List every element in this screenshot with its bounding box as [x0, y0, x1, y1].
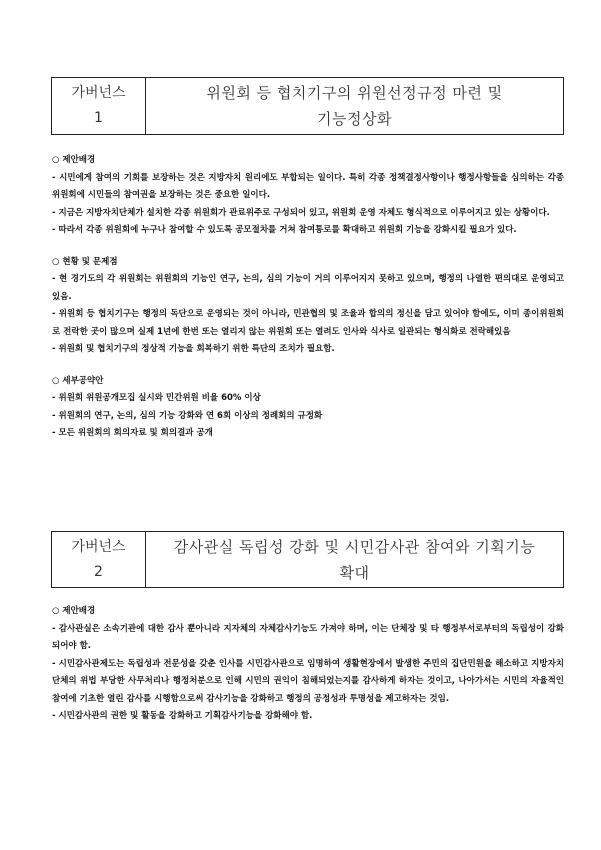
item2-title-line1: 감사관실 독립성 강화 및 시민감사관 참여와 기획기능 — [173, 537, 536, 556]
paragraph: - 시민감사관의 권한 및 활동을 강화하고 기획감사기능을 강화해야 함. — [52, 711, 313, 721]
paragraph: - 위원회 등 협치기구는 행정의 독단으로 운영되는 것이 아니라, 민관협의 및 조율과 합의의 정신을 담고 있어야 함에도, 이미 종이위원회로 전락한 곳이 많으며 실제 1년에 한번 또는 열리지 않는 위원회 또는 열려도 인사와 식사로 일관되는 형식화로 전락해있음 — [52, 309, 564, 337]
paragraph: - 현 경기도의 각 위원회는 위원회의 기능인 연구, 논의, 심의 기능이 거의 이루어지지 못하고 있으며, 행정의 나열한 편의대로 운영되고 있음. — [52, 274, 564, 302]
paragraph: - 감사관실은 소속기관에 대한 감사 뿐아니라 지자체의 자체감사기능도 가져야 하며, 이는 단체장 및 타 행정부서로부터의 독립성이 강화되어야 함. — [52, 623, 564, 651]
item2-number-cell — [52, 532, 146, 587]
item1-number-cell — [52, 78, 146, 134]
item1-title-line2: 기능정상화 — [317, 110, 392, 128]
item2-header-box — [51, 531, 564, 588]
item2-section-background — [52, 603, 564, 726]
item1-body — [52, 152, 564, 457]
item2-number: 2 — [94, 563, 103, 580]
item2-body — [52, 603, 564, 740]
section-heading: ○ 제안배경 — [52, 606, 96, 616]
section-heading: ○ 제안배경 — [52, 155, 96, 165]
item1-section-pledges — [52, 373, 564, 443]
item1-category-label: 가버넌스 — [71, 85, 126, 101]
item2-title-cell — [146, 532, 563, 587]
paragraph: - 지금은 지방자치단체가 설치한 각종 위원회가 관료위주로 구성되어 있고, 위원회 운영 자체도 형식적으로 이루어지고 있는 상황이다. — [52, 207, 550, 218]
item1-title-cell — [146, 78, 563, 134]
item1-section-background — [52, 152, 564, 240]
item1-title-line1: 위원회 등 협치기구의 위원선정규정 마련 및 — [206, 84, 503, 102]
item1-number: 1 — [94, 110, 103, 126]
section-heading: ○ 세부공약안 — [52, 375, 104, 386]
item2-title-line2: 확대 — [339, 563, 370, 582]
paragraph: - 시민에게 참여의 기회를 보장하는 것은 지방자치 원리에도 부합되는 일이다. 특히 각종 정책결정사항이나 행정사항들을 심의하는 각종 위원회에 시민들의 참여권을 보장하는 것은 중요한 일이다. — [52, 172, 564, 200]
paragraph: - 따라서 각종 위원회에 누구나 참여할 수 있도록 공모절차를 거쳐 참여통로를 확대하고 위원회 기능을 강화시킬 필요가 있다. — [52, 225, 517, 235]
paragraph: - 위원회 위원공개모집 실시와 민간위원 비율 60% 이상 — [52, 393, 261, 403]
paragraph: - 모든 위원회의 회의자료 및 회의결과 공개 — [52, 428, 213, 438]
paragraph: - 시민감사관제도는 독립성과 전문성을 갖춘 인사를 시민감사관으로 임명하여 생활현장에서 발생한 주민의 집단민원을 해소하고 지방자치단체의 위법 부당한 사무처리나 행정처분으로 인해 시민의 권익이 침해되었는지를 감사하게 하자는 것이고, 나아가서는 시민의 자율적인 참여에 기초한 열린 감사를 시행함으로써 감사기능을 강화하고 행정의 공정성과 투명성을 제고하자는 것임. — [52, 658, 564, 704]
section-heading: ○ 현황 및 문제점 — [52, 256, 118, 267]
item2-category-label: 가버넌스 — [71, 538, 126, 555]
paragraph: - 위원회의 연구, 논의, 심의 기능 강화와 연 6회 이상의 정례회의 규정화 — [52, 410, 323, 421]
item1-section-status — [52, 254, 564, 359]
item1-header-box — [51, 77, 564, 135]
paragraph: - 위원회 및 협치기구의 정상적 기능을 회복하기 위한 특단의 조치가 필요함. — [52, 344, 335, 354]
